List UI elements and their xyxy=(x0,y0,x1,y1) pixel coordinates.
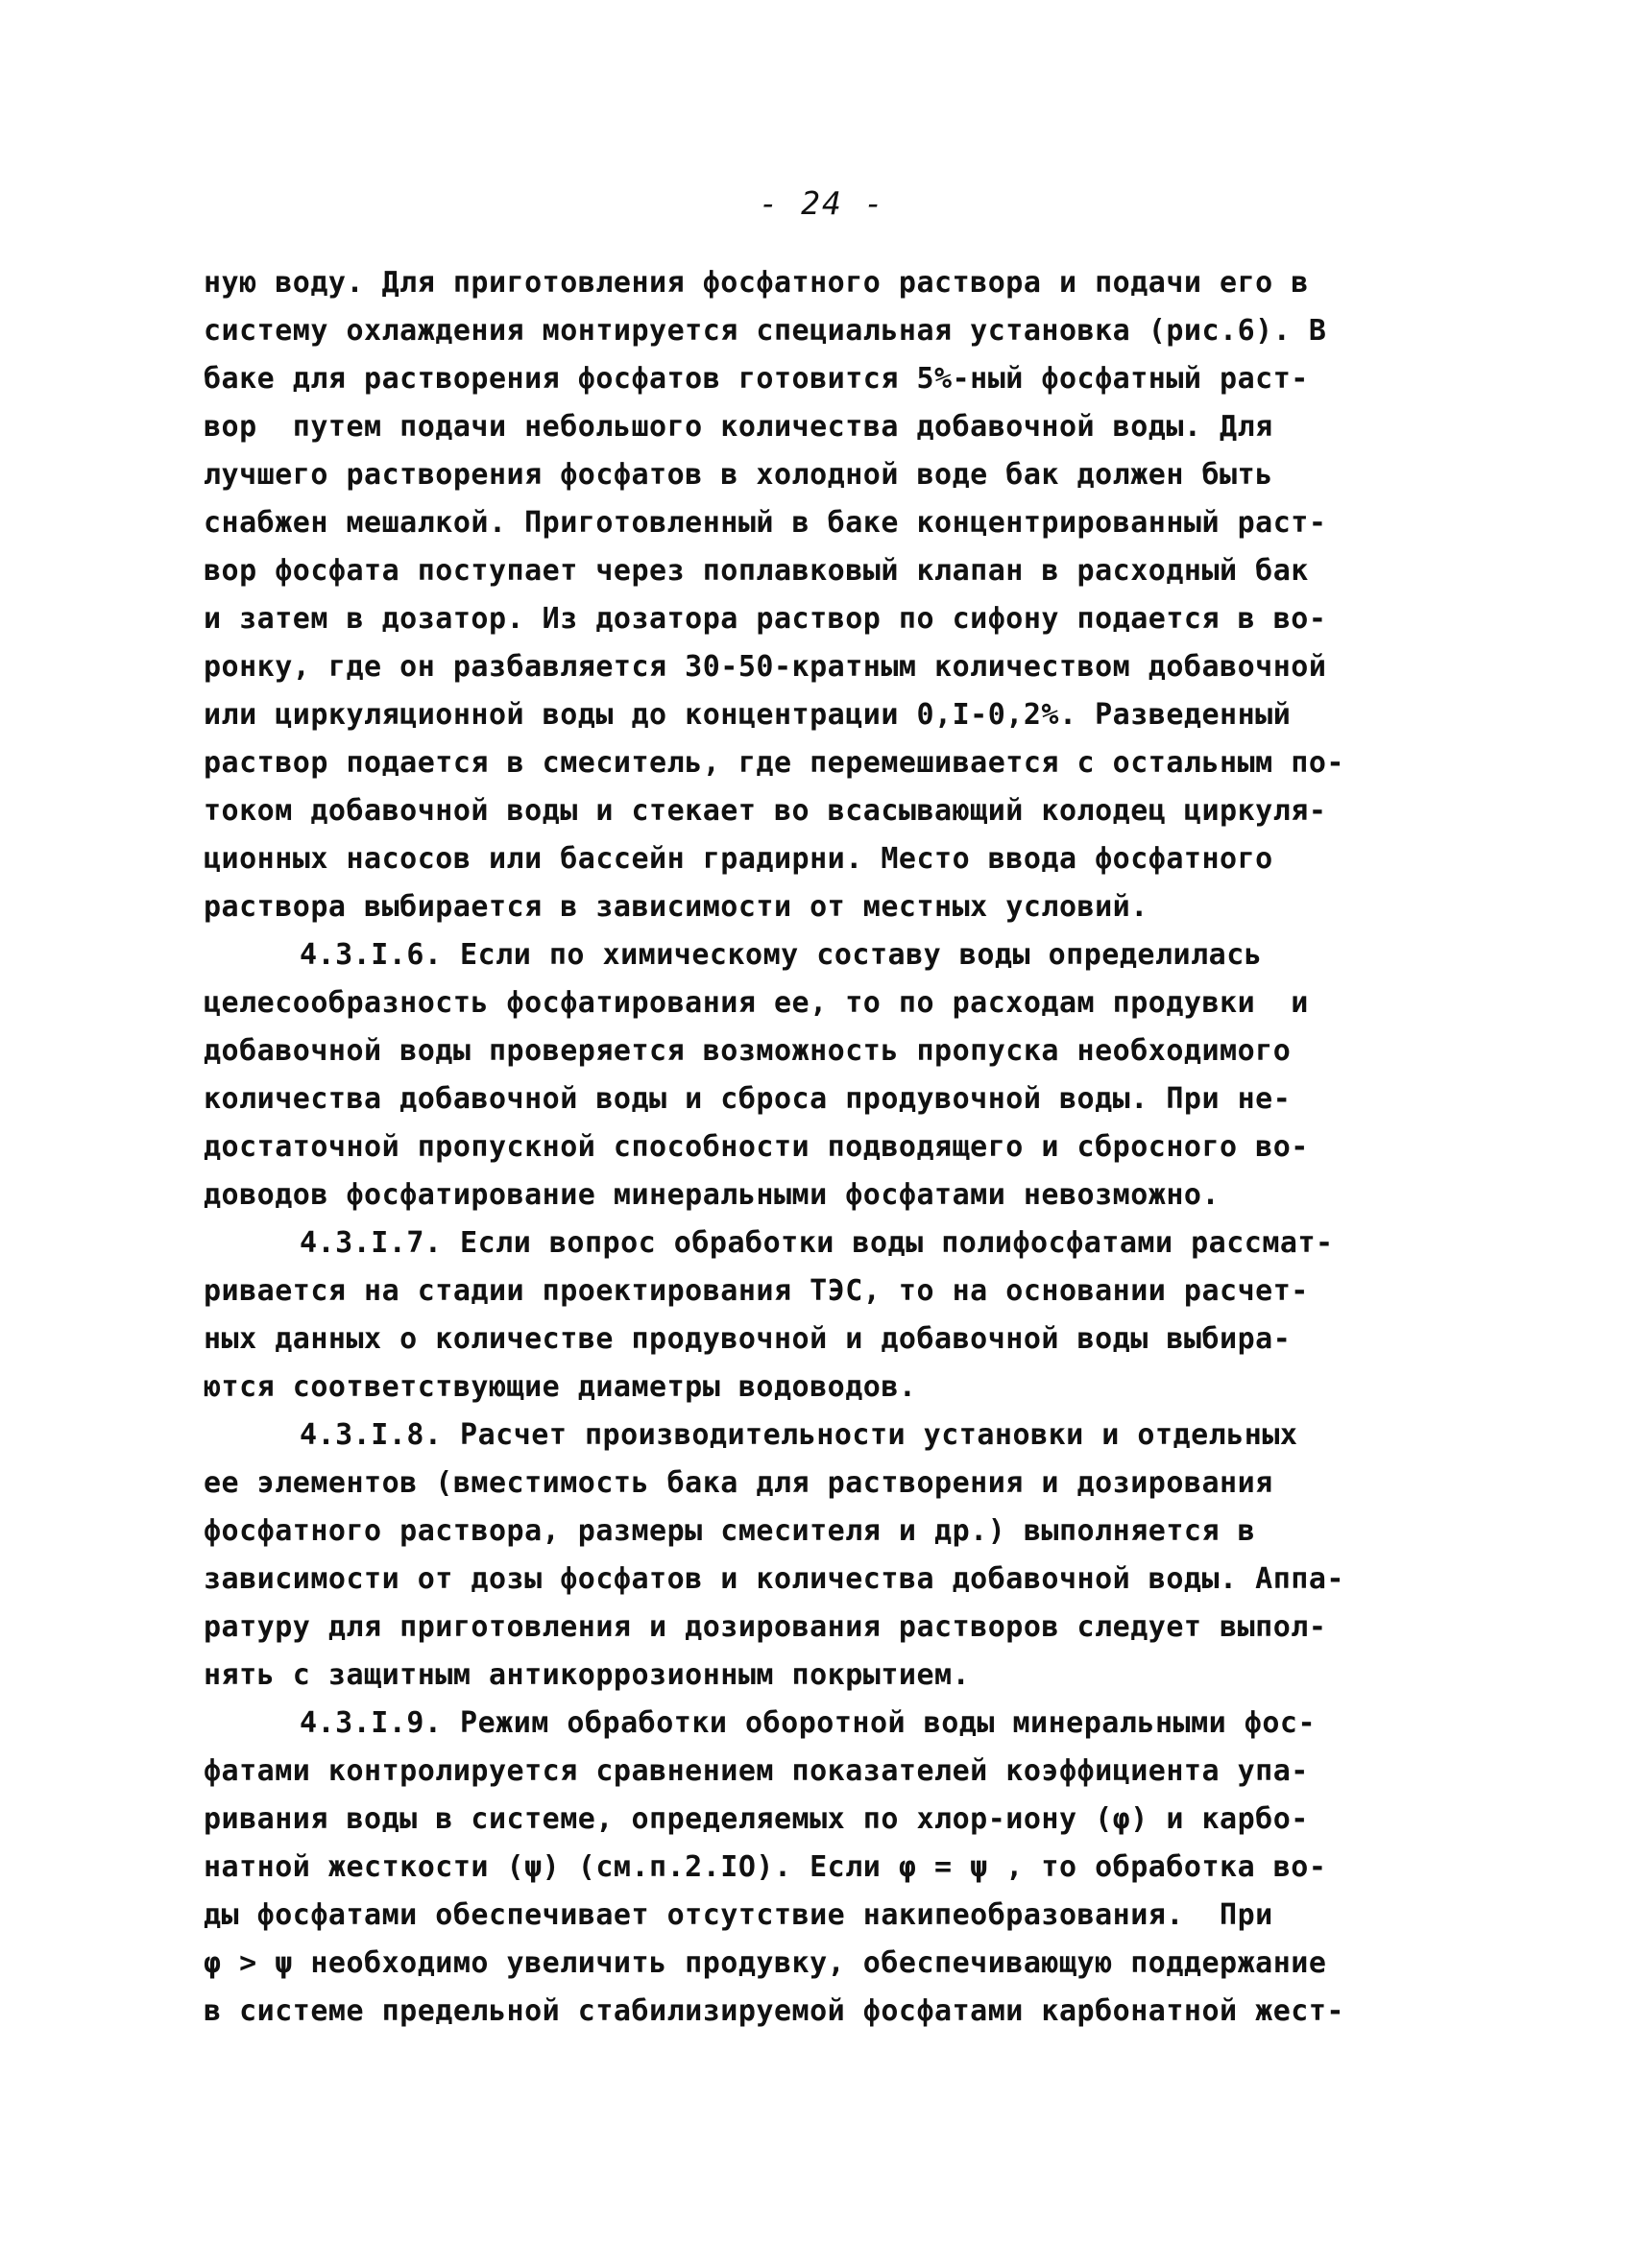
text-line: ронку, где он разбавляется 30-50-кратным количеством добавочной xyxy=(204,650,1327,684)
body-text xyxy=(204,259,1452,2036)
text-line: целесообразность фосфатирования ее, то по расходам продувки и xyxy=(204,986,1309,1020)
text-line: вор фосфата поступает через поплавковый клапан в расходный бак xyxy=(204,554,1309,588)
text-line: добавочной воды проверяется возможность пропуска необходимого xyxy=(204,1034,1292,1068)
text-line: в системе предельной стабилизируемой фосфатами карбонатной жест- xyxy=(204,1994,1344,2028)
text-line: ее элементов (вместимость бака для растворения и дозирования xyxy=(204,1466,1273,1500)
text-line: раствор подается в смеситель, где перемешивается с остальным по- xyxy=(204,746,1344,780)
text-line: количества добавочной воды и сброса продувочной воды. При не- xyxy=(204,1082,1292,1116)
text-line: фосфатного раствора, размеры смесителя и др.) выполняется в xyxy=(204,1514,1256,1548)
text-line: доводов фосфатирование минеральными фосфатами невозможно. xyxy=(204,1178,1221,1212)
paragraph-start-4-3-1-6: 4.3.I.6. Если по химическому составу воды определилась xyxy=(300,938,1263,972)
text-line: раствора выбирается в зависимости от местных условий. xyxy=(204,890,1148,924)
text-line: фатами контролируется сравнением показателей коэффициента упа- xyxy=(204,1754,1309,1788)
text-line: ривается на стадии проектирования ТЭС, то на основании расчет- xyxy=(204,1274,1309,1308)
text-line: ривания воды в системе, определяемых по хлор-иону (φ) и карбо- xyxy=(204,1802,1309,1836)
text-line: натной жесткости (ψ) (см.п.2.IO). Если φ = ψ , то обработка во- xyxy=(204,1850,1327,1884)
text-line: систему охлаждения монтируется специальная установка (рис.6). В xyxy=(204,314,1327,348)
paragraph-start-4-3-1-7: 4.3.I.7. Если вопрос обработки воды полифосфатами рассмат- xyxy=(300,1226,1334,1260)
text-line: баке для растворения фосфатов готовится 5%-ный фосфатный раст- xyxy=(204,362,1309,396)
text-line: ную воду. Для приготовления фосфатного раствора и подачи его в xyxy=(204,266,1309,300)
text-line: лучшего растворения фосфатов в холодной воде бак должен быть xyxy=(204,458,1273,492)
text-line: ционных насосов или бассейн градирни. Место ввода фосфатного xyxy=(204,842,1273,876)
page-number: - 24 - xyxy=(759,184,885,222)
text-line: ных данных о количестве продувочной и добавочной воды выбира- xyxy=(204,1322,1292,1356)
text-line: снабжен мешалкой. Приготовленный в баке концентрированный раст- xyxy=(204,506,1327,540)
paragraph-start-4-3-1-9: 4.3.I.9. Режим обработки оборотной воды минеральными фос- xyxy=(300,1706,1317,1740)
text-line: вор путем подачи небольшого количества добавочной воды. Для xyxy=(204,410,1273,444)
text-line: достаточной пропускной способности подводящего и сбросного во- xyxy=(204,1130,1309,1164)
text-line: ратуру для приготовления и дозирования растворов следует выпол- xyxy=(204,1610,1327,1644)
text-line: или циркуляционной воды до концентрации 0,I-0,2%. Разведенный xyxy=(204,698,1292,732)
text-line: φ > ψ необходимо увеличить продувку, обеспечивающую поддержание xyxy=(204,1946,1327,1980)
paragraph-start-4-3-1-8: 4.3.I.8. Расчет производительности установки и отдельных xyxy=(300,1418,1298,1452)
text-line: током добавочной воды и стекает во всасывающий колодец циркуля- xyxy=(204,794,1327,828)
text-line: ются соответствующие диаметры водоводов. xyxy=(204,1370,917,1404)
text-line: зависимости от дозы фосфатов и количества добавочной воды. Аппа- xyxy=(204,1562,1344,1596)
text-line: и затем в дозатор. Из дозатора раствор по сифону подается в во- xyxy=(204,602,1327,636)
text-line: ды фосфатами обеспечивает отсутствие накипеобразования. При xyxy=(204,1898,1273,1932)
text-line: нять с защитным антикоррозионным покрытием. xyxy=(204,1658,971,1692)
